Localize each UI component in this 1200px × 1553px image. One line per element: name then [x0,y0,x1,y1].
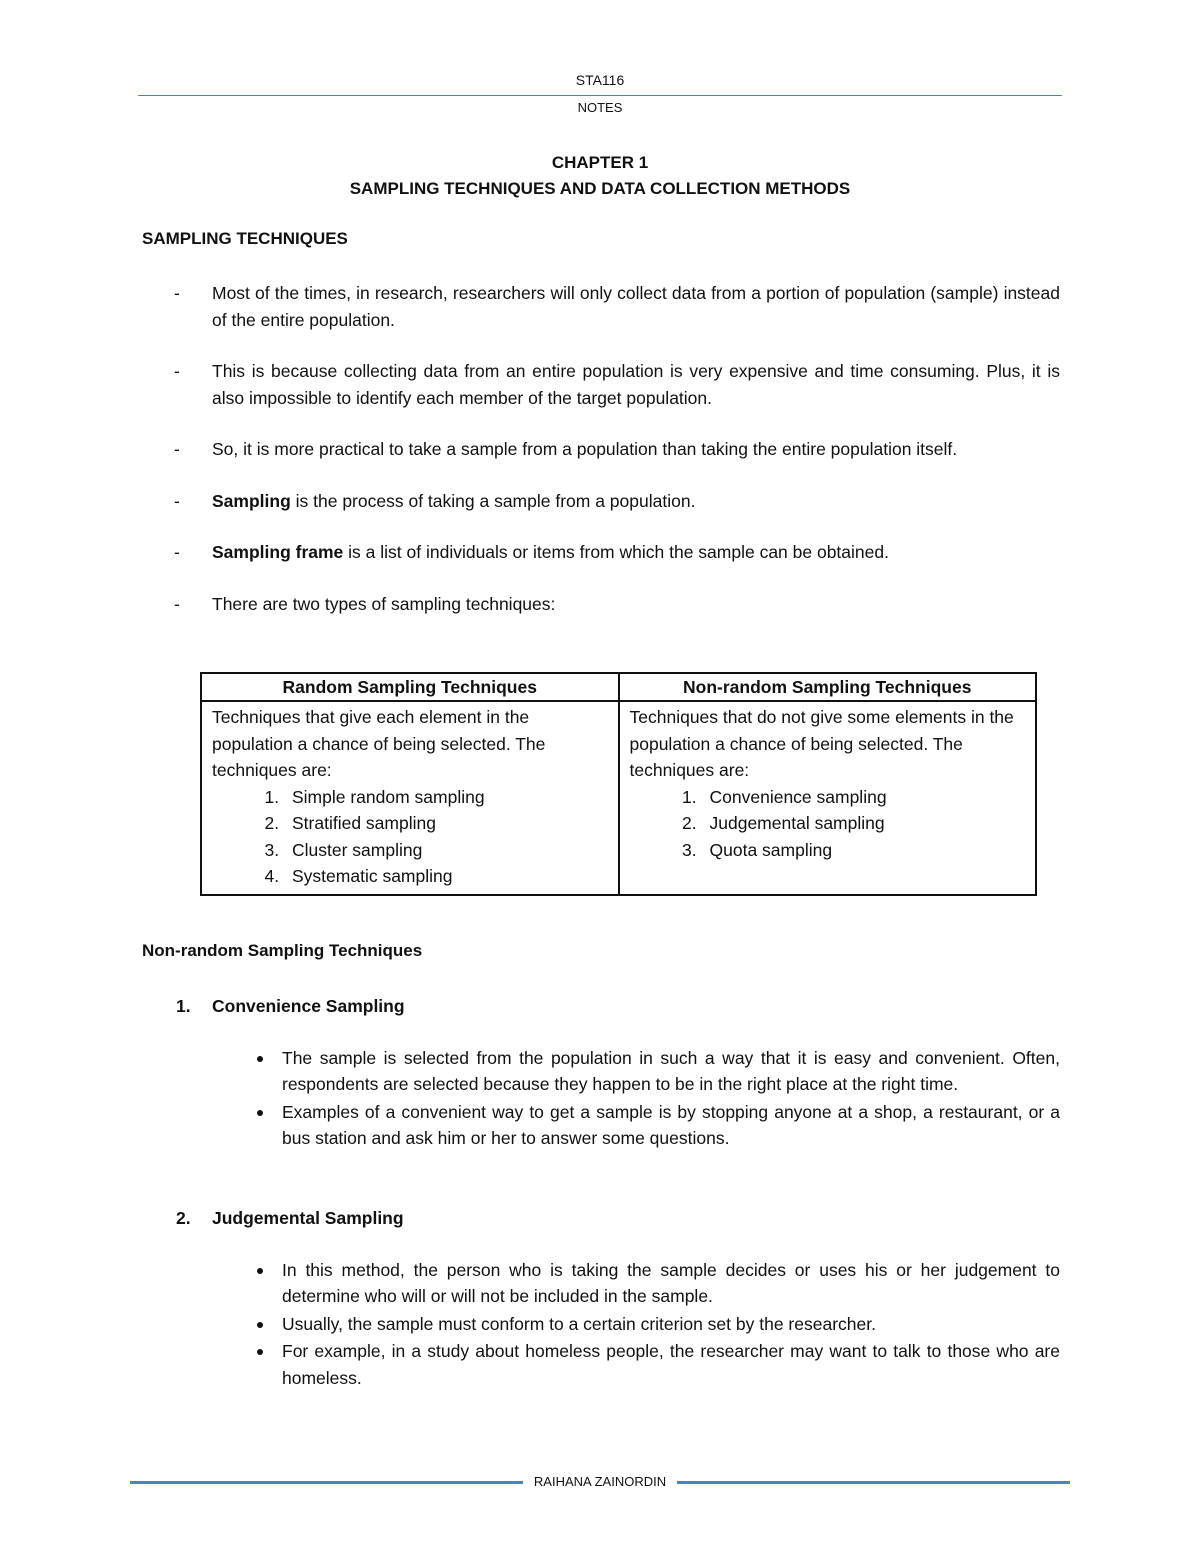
bullet-text: Examples of a convenient way to get a sample is by stopping anyone at a shop, a restaurant, or a bus station and ask him or her to answer some questions. [282,1101,1060,1148]
chapter-number: CHAPTER 1 [551,153,649,172]
sampling-points-list [142,280,1060,642]
method-heading [142,993,1060,1020]
list-item: 1. Simple random sampling [284,784,608,811]
header-course: STA116 [575,72,625,88]
list-item: 2. Stratified sampling [284,810,608,837]
section-heading-nonrandom: Non-random Sampling Techniques [142,941,423,960]
list-item: 4. Systematic sampling [284,863,608,890]
nonrandom-techniques-list [630,784,1026,864]
random-techniques-cell [201,701,619,895]
chapter-title-block [0,150,1200,202]
footer-author: RAIHANA ZAINORDIN [533,1474,667,1489]
bullet-dot-icon [257,1056,263,1062]
point-text: This is because collecting data from an entire population is very expensive and time consuming. Plus, it is also impossible to identify each member of the target population. [212,361,1060,408]
dash-marker: - [174,593,180,614]
method-convenience [142,993,1060,1153]
method-title: Judgemental Sampling [212,1208,404,1228]
list-item [142,1099,1060,1152]
method-bullet-list [142,1257,1060,1392]
method-title: Convenience Sampling [212,996,405,1016]
header-rule [138,95,1062,96]
list-item [142,1257,1060,1310]
dash-marker: - [174,361,180,381]
method-number: 2. [176,1208,191,1228]
list-item [142,1311,1060,1338]
random-techniques-list [212,784,608,890]
point-text: Most of the times, in research, researchers will only collect data from a portion of population (sample) instead of the entire population. [212,283,1060,330]
bullet-text: In this method, the person who is taking the sample decides or uses his or her judgement to determine who will or will not be included in the sample. [282,1259,1060,1306]
footer-rule-right [677,1481,1070,1484]
table-row [201,701,1036,895]
point-bold-term: Sampling [212,490,291,511]
point-text: is the process of taking a sample from a population. [290,490,696,511]
sampling-types-table [200,672,1037,896]
list-item [142,1045,1060,1098]
section-heading-sampling-techniques: SAMPLING TECHNIQUES [142,229,348,248]
bullet-text: For example, in a study about homeless people, the researcher may want to talk to those who are homeless. [282,1341,1060,1388]
bullet-text: Usually, the sample must conform to a certain criterion set by the researcher. [282,1313,876,1334]
list-item: 2. Judgemental sampling [702,810,1026,837]
list-item [142,358,1060,411]
point-bold-term: Sampling frame [212,542,344,562]
nonrandom-techniques-header: Non-random Sampling Techniques [619,673,1037,701]
bullet-dot-icon [257,1110,263,1116]
header-notes: NOTES [577,100,623,115]
list-item [142,1338,1060,1391]
point-text: There are two types of sampling techniques: [212,593,556,614]
nonrandom-techniques-cell [619,701,1037,895]
list-item [142,539,1060,566]
chapter-title: SAMPLING TECHNIQUES AND DATA COLLECTION METHODS [349,179,851,198]
list-item [142,280,1060,333]
nonrandom-description: Techniques that do not give some elements in the population a chance of being selected. The techniques are: [629,707,1014,780]
list-item [142,591,1060,618]
method-number: 1. [176,996,191,1016]
dash-marker: - [174,490,180,511]
dash-marker: - [174,542,180,562]
bullet-text: The sample is selected from the population in such a way that it is easy and convenient. Often, respondents are selected because they happen to be in the right place at the right time. [282,1047,1060,1094]
dash-marker: - [174,283,180,303]
list-item: 1. Convenience sampling [702,784,1026,811]
list-item: 3. Quota sampling [702,837,1026,864]
point-text: So, it is more practical to take a sample from a population than taking the entire population itself. [212,439,958,459]
bullet-dot-icon [257,1322,263,1328]
dash-marker: - [174,439,180,459]
random-description: Techniques that give each element in the population a chance of being selected. The techniques are: [212,707,546,780]
random-techniques-header: Random Sampling Techniques [201,673,619,701]
footer-rule-left [130,1481,523,1484]
method-bullet-list [142,1045,1060,1152]
list-item [142,488,1060,515]
point-text: is a list of individuals or items from which the sample can be obtained. [343,542,889,562]
method-heading [142,1205,1060,1232]
table-header-row [201,673,1036,701]
list-item [142,436,1060,463]
bullet-dot-icon [257,1268,263,1274]
method-judgemental [142,1205,1060,1392]
list-item: 3. Cluster sampling [284,837,608,864]
bullet-dot-icon [257,1349,263,1355]
